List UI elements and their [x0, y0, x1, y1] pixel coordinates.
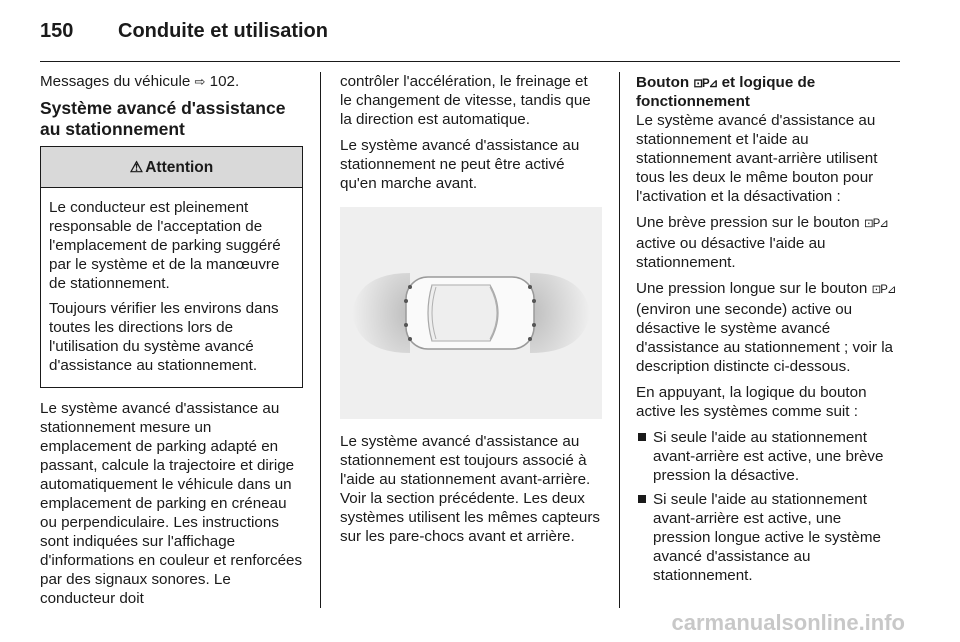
paragraph-2: Le système avancé d'assistance au stationnement ne peut être activé qu'en marche avant.	[340, 137, 580, 192]
car-sensor-figure	[340, 207, 602, 419]
page-reference-number: 102.	[209, 73, 240, 90]
paragraph-3: Le système avancé d'assistance au stationnement est toujours associé à l'aide au stationnement avant-arrière. Voir la section précédente. Les deux systèmes utilisent les mêmes capteurs sur les pare-chocs avant et arrière.	[340, 433, 600, 545]
page-reference-link[interactable]	[195, 73, 240, 90]
bullet-square-icon	[638, 495, 646, 503]
car-top-view	[406, 277, 534, 349]
paragraph-2	[636, 213, 902, 272]
warning-paragraph-1: Le conducteur est pleinement responsable de l'acceptation de l'emplacement de parking suggéré par le système et de la manœuvre de stationnement.	[49, 199, 281, 292]
paragraph-1: contrôler l'accélération, le freinage et le changement de vitesse, tandis que la direction est automatique.	[340, 73, 591, 128]
warning-header	[41, 147, 302, 188]
paragraph-3-start: Une pression longue sur le bouton	[636, 280, 868, 297]
column-3	[636, 72, 902, 590]
warning-title: Attention	[145, 158, 214, 176]
heading-suffix: et logique de fonctionnement	[636, 74, 816, 110]
front-sensor-zone	[530, 273, 590, 353]
warning-body	[41, 188, 302, 387]
header-divider	[40, 61, 900, 62]
list-item-text: Si seule l'aide au stationnement avant-arrière est active, une pression longue active le système avancé d'assistance au stationnement.	[653, 491, 881, 584]
warning-box	[40, 146, 303, 388]
section-heading: Système avancé d'assistance au stationnement	[40, 98, 286, 139]
paragraph-3	[636, 279, 902, 376]
heading-prefix: Bouton	[636, 74, 690, 91]
column-divider-1	[320, 72, 321, 608]
list-item	[636, 490, 902, 585]
warning-paragraph-2: Toujours vérifier les environs dans toutes les directions lors de l'utilisation du système avancé d'assistance au stationnement.	[49, 300, 279, 374]
paragraph-3-end: (environ une seconde) active ou désactive le système avancé d'assistance au stationnement ; voir la description distincte ci-dessous.	[636, 301, 894, 375]
intro-text: Messages du véhicule	[40, 73, 191, 90]
sensor-illustration	[340, 207, 602, 419]
parking-button-icon: ⊡P⊿	[863, 218, 888, 230]
paragraph-2-start: Une brève pression sur le bouton	[636, 214, 860, 231]
right-arrow-ref-icon: ⇨	[194, 74, 206, 89]
parking-button-icon: ⊡P⊿	[693, 78, 718, 90]
parking-button-icon: ⊡P⊿	[871, 284, 896, 296]
intro-paragraph	[40, 72, 303, 91]
page-number: 150	[40, 20, 74, 42]
page-title: Conduite et utilisation	[118, 20, 328, 42]
list-item	[636, 428, 902, 485]
subsection-heading	[636, 74, 902, 111]
bullet-square-icon	[638, 433, 646, 441]
paragraph-4: En appuyant, la logique du bouton active les systèmes comme suit :	[636, 384, 867, 420]
list-item-text: Si seule l'aide au stationnement avant-arrière est active, une brève pression la désactive.	[653, 429, 884, 484]
body-paragraph: Le système avancé d'assistance au stationnement mesure un emplacement de parking adapté en passant, calcule la trajectoire et dirige automatiquement le véhicule dans un emplacement de parking en créneau ou perpendiculaire. Les instructions sont indiquées sur l'affichage d'informations en couleur et renforcées par des signaux sonores. Le conducteur doit	[40, 400, 303, 607]
watermark: carmanualsonline.info	[671, 610, 905, 635]
column-2	[340, 72, 602, 553]
paragraph-1: Le système avancé d'assistance au stationnement et l'aide au stationnement avant-arrière utilisent tous les deux le même bouton pour l'activation et la désactivation :	[636, 112, 878, 205]
column-divider-2	[619, 72, 620, 608]
column-1	[40, 72, 303, 615]
paragraph-2-end: active ou désactive l'aide au stationnement.	[636, 235, 826, 271]
rear-sensor-zone	[352, 273, 410, 353]
bullet-list	[636, 428, 902, 585]
warning-triangle-icon: ⚠	[129, 158, 144, 176]
